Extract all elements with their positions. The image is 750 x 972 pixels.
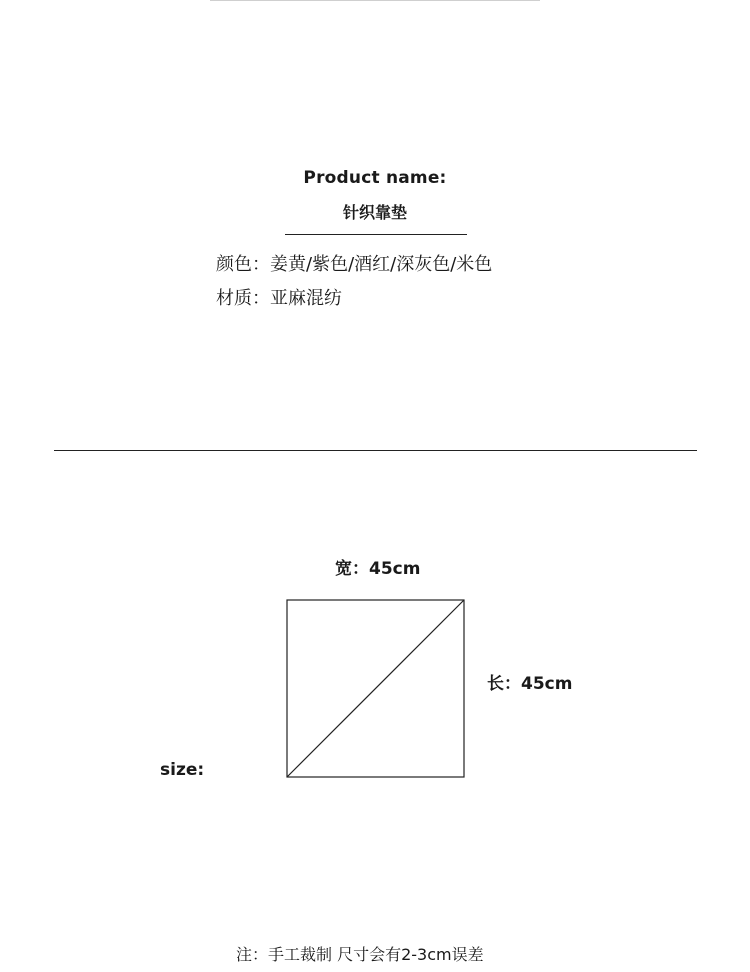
footer-note: 注：手工裁制 尺寸会有2-3cm误差 (236, 945, 484, 964)
product-name: 针织靠垫 (342, 203, 407, 222)
length-label: 长：45cm (487, 674, 573, 694)
size-diagram (286, 599, 466, 779)
size-label: size: (160, 760, 205, 780)
product-title: Product name: (303, 168, 447, 188)
color-options: 颜色：姜黄/紫色/酒红/深灰色/米色 (216, 254, 493, 275)
section-divider (54, 450, 697, 451)
material-info: 材质：亚麻混纺 (216, 288, 342, 309)
title-underline (285, 234, 467, 235)
cushion-diagonal-line (287, 600, 464, 777)
width-label: 宽：45cm (335, 559, 421, 579)
top-rule (210, 0, 540, 1)
